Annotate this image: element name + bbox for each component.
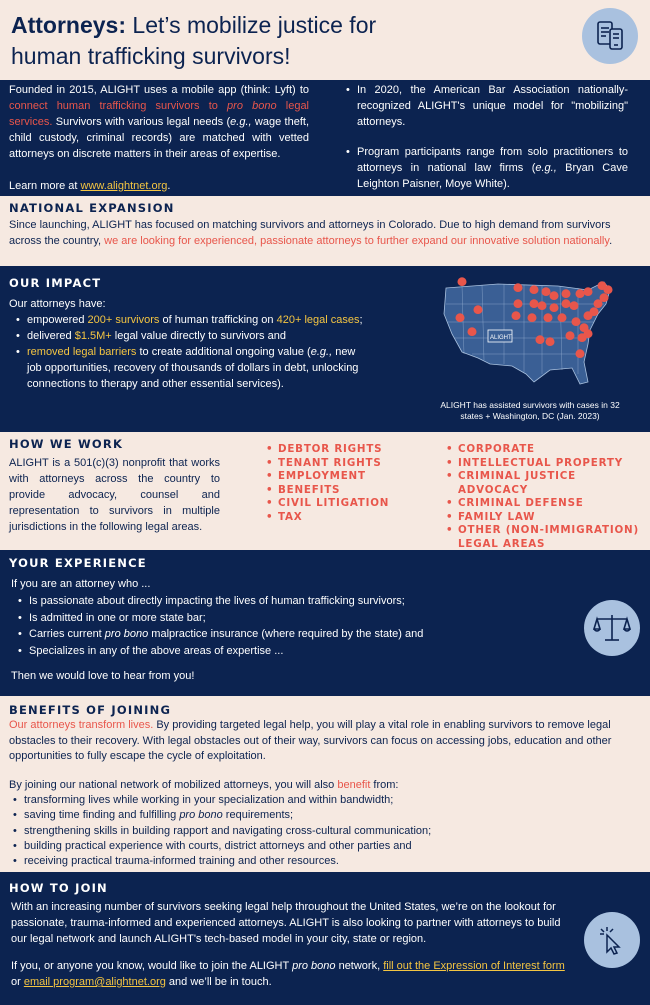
list-item: • building practical experience with courts, district attorneys and other parties and (13, 839, 613, 854)
intro-text: Founded in 2015, ALIGHT uses a mobile app (think: Lyft) to connect human trafficking survivors to pro bono legal services. Survivors with various legal needs (e.g., wage theft, child custody, criminal records) are matched with vetted attorneys on discrete matters in their areas of expertise. (9, 84, 310, 160)
legal-area-item: • CRIMINAL DEFENSE (446, 497, 646, 511)
expansion-heading: NATIONAL EXPANSION (9, 201, 175, 215)
legal-area-item: • OTHER (NON-IMMIGRATION) LEGAL AREAS (446, 524, 646, 550)
legal-area-item: • INTELLECTUAL PROPERTY (446, 457, 646, 471)
join-heading: HOW TO JOIN (9, 881, 108, 895)
legal-area-item: • TAX (266, 511, 436, 525)
how-text: ALIGHT is a 501(c)(3) nonprofit that works with attorneys across the country to provide advocacy, counsel and representation to survivors in multiple jurisdictions in the following legal areas. (9, 457, 220, 533)
learn-more: Learn more at www.alightnet.org. (9, 180, 171, 192)
impact-intro: Our attorneys have: (9, 298, 106, 310)
legal-area-item: • BENEFITS (266, 484, 436, 498)
phone-app-icon (582, 8, 638, 64)
benefits-lead: By joining our national network of mobilized attorneys, you will also benefit from: (9, 779, 399, 791)
list-item: • In 2020, the American Bar Association nationally-recognized ALIGHT's unique model for "mobilizing" attorneys. (346, 82, 628, 130)
list-item: • strengthening skills in building rapport and navigating cross-cultural communication; (13, 824, 613, 839)
impact-section (0, 266, 650, 432)
list-item: • receiving practical trauma-informed training and other resources. (13, 854, 613, 869)
interest-form-link[interactable]: fill out the Expression of Interest form (383, 960, 565, 972)
legal-area-item: • FAMILY LAW (446, 511, 646, 525)
expansion-text: Since launching, ALIGHT has focused on matching survivors and attorneys in Colorado. Due to high demand from survivors across the country, we are looking for experienced, passionate attorneys to further expand our innovative solution nationally. (9, 219, 613, 247)
benefits-section (0, 696, 650, 872)
list-item: • delivered $1.5M+ legal value directly to survivors and (16, 328, 372, 344)
list-item: • Carries current pro bono malpractice insurance (where required by the state) and (18, 626, 558, 643)
us-map (438, 274, 620, 396)
list-item: • empowered 200+ survivors of human trafficking on 420+ legal cases; (16, 312, 372, 328)
website-link[interactable]: www.alightnet.org (80, 180, 168, 192)
areas-right (446, 443, 646, 550)
experience-section (0, 550, 650, 696)
legal-area-item: • CRIMINAL JUSTICE ADVOCACY (446, 470, 646, 497)
map-caption: ALIGHT has assisted survivors with cases in 32 states + Washington, DC (Jan. 2023) (440, 400, 620, 421)
experience-list (18, 593, 558, 659)
list-item: • transforming lives while working in your specialization and within bandwidth; (13, 793, 613, 808)
list-item: • removed legal barriers to create additional ongoing value (e.g., new job opportunities, recovery of thousands of dollars in debt, unlocking connections to therapy and other essential services). (16, 344, 372, 392)
experience-intro: If you are an attorney who ... (11, 578, 151, 590)
legal-area-item: • TENANT RIGHTS (266, 457, 436, 471)
join-cta: If you, or anyone you know, would like to join the ALIGHT pro bono network, fill out the Expression of Interest form or email program@alightnet.org and we’ll be in touch. (11, 960, 565, 988)
legal-area-item: • CORPORATE (446, 443, 646, 457)
legal-area-item: • DEBTOR RIGHTS (266, 443, 436, 457)
how-section (0, 432, 650, 550)
experience-heading: YOUR EXPERIENCE (9, 556, 147, 570)
list-item: • Program participants range from solo practitioners to attorneys in national law firms (e.g., Bryan Cave Leighton Paisner, Moye White). (346, 144, 628, 192)
benefits-heading: BENEFITS OF JOINING (9, 703, 172, 717)
list-item: • Is passionate about directly impacting the lives of human trafficking survivors; (18, 593, 558, 610)
list-item: • Specializes in any of the above areas of expertise ... (18, 643, 558, 660)
legal-area-item: • EMPLOYMENT (266, 470, 436, 484)
join-section (0, 872, 650, 1005)
expansion-section (0, 196, 650, 266)
benefits-intro: Our attorneys transform lives. By providing targeted legal help, you will play a vital role in enabling survivors to remove legal obstacles to their recovery. With legal obstacles out of their way, survivors can focus on accessing jobs, education and other opportunities to fully escape the cycle of exploitation. (9, 719, 612, 762)
pointer-click-icon (584, 912, 640, 968)
benefits-list (13, 793, 613, 869)
list-item: • Is admitted in one or more state bar; (18, 610, 558, 627)
list-item: • saving time finding and fulfilling pro bono requirements; (13, 808, 613, 823)
impact-list (16, 312, 372, 392)
page-header (0, 0, 650, 80)
areas-left (266, 443, 436, 524)
email-link[interactable]: email program@alightnet.org (23, 976, 166, 988)
experience-closing: Then we would love to hear from you! (11, 670, 195, 682)
join-text: With an increasing number of survivors seeking legal help throughout the United States, we’re on the lookout for passionate, trauma-informed and experienced attorneys. ALIGHT is also looking to partner with attorneys to build our legal network and launch ALIGHT's tech-based model in your city, state or region. (11, 901, 561, 945)
impact-heading: OUR IMPACT (9, 276, 102, 290)
intro-section (0, 80, 650, 196)
scales-of-justice-icon (584, 600, 640, 656)
intro-facts (346, 82, 628, 192)
map-label: ALIGHT (490, 335, 512, 341)
page-title: Attorneys: Let’s mobilize justice for human trafficking survivors! (11, 12, 377, 69)
how-heading: HOW WE WORK (9, 437, 124, 451)
legal-area-item: • CIVIL LITIGATION (266, 497, 436, 511)
